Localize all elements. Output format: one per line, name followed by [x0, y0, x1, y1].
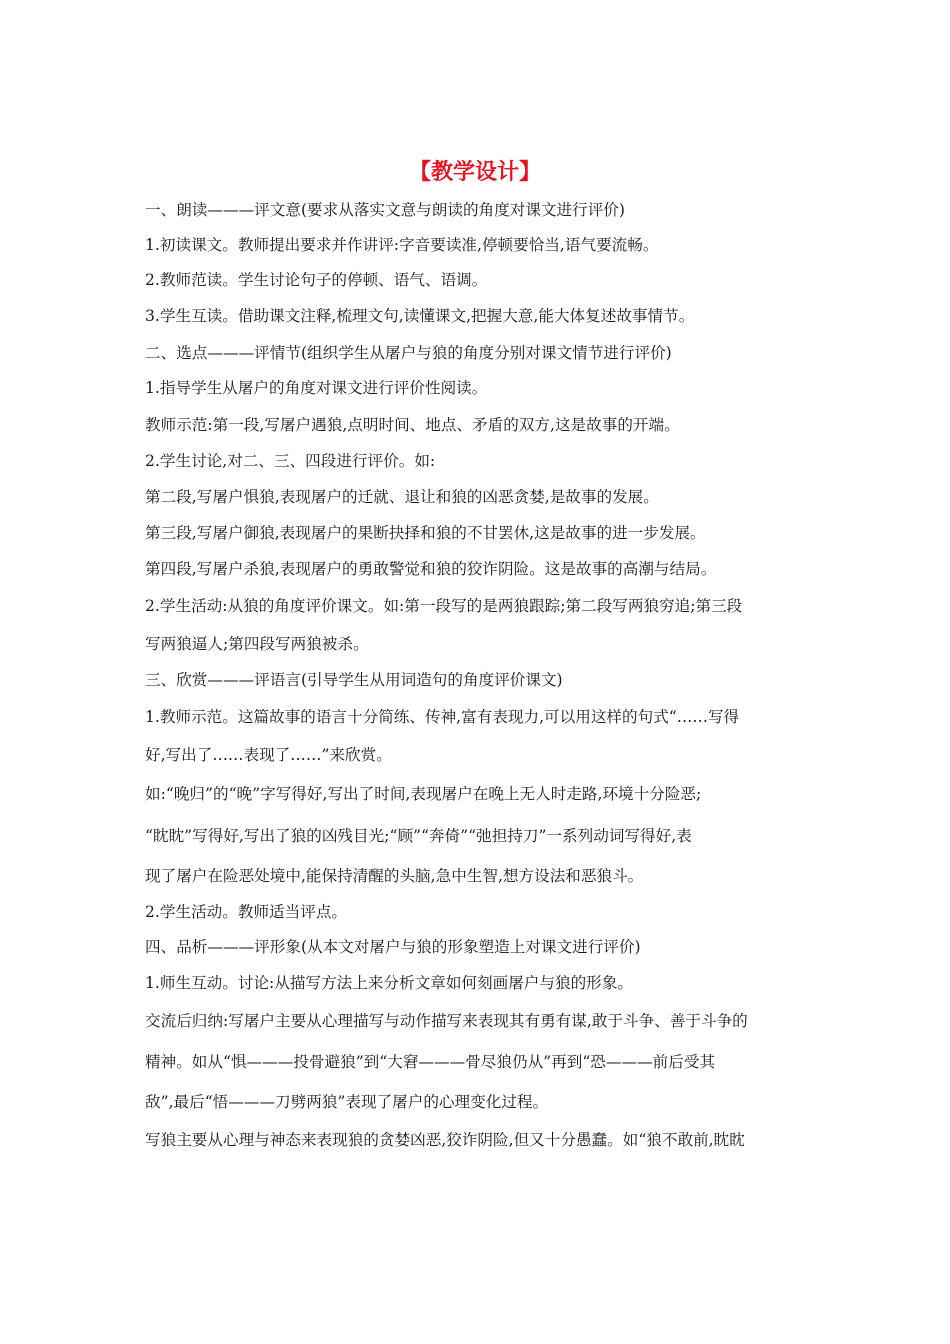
paragraph-line: 1.教师示范。这篇故事的语言十分简练、传神,富有表现力,可以用这样的句式“……写得: [145, 708, 740, 726]
paragraph-line: 1.指导学生从屠户的角度对课文进行评价性阅读。: [145, 379, 488, 397]
paragraph-line: 第四段,写屠户杀狼,表现屠户的勇敢警觉和狼的狡诈阴险。这是故事的高潮与结局。: [145, 560, 717, 578]
paragraph-line: 好,写出了……表现了……”来欣赏。: [145, 746, 392, 764]
paragraph-line: 现了屠户在险恶处境中,能保持清醒的头脑,急中生智,想方设法和恶狼斗。: [145, 867, 644, 885]
paragraph-line: 教师示范:第一段,写屠户遇狼,点明时间、地点、矛盾的双方,这是故事的开端。: [145, 416, 680, 434]
section-heading-3: 三、欣赏———评语言(引导学生从用词造句的角度评价课文): [145, 671, 563, 689]
page-title: 【教学设计】: [408, 160, 541, 185]
paragraph-line: 3.学生互读。借助课文注释,梳理文句,读懂课文,把握大意,能大体复述故事情节。: [145, 307, 695, 325]
section-heading-2: 二、选点———评情节(组织学生从屠户与狼的角度分别对课文情节进行评价): [145, 344, 672, 362]
paragraph-line: 交流后归纳:写屠户主要从心理描写与动作描写来表现其有勇有谋,敢于斗争、善于斗争的: [145, 1012, 748, 1030]
section-heading-4: 四、品析———评形象(从本文对屠户与狼的形象塑造上对课文进行评价): [145, 938, 641, 956]
paragraph-line: 第二段,写屠户惧狼,表现屠户的迁就、退让和狼的凶恶贪婪,是故事的发展。: [145, 488, 659, 506]
paragraph-line: 写两狼逼人;第四段写两狼被杀。: [145, 635, 369, 653]
paragraph-line: 敌”,最后“悟———刀劈两狼”表现了屠户的心理变化过程。: [145, 1093, 549, 1111]
paragraph-line: 精神。如从“惧———投骨避狼”到“大窘———骨尽狼仍从”再到“恐———前后受其: [145, 1053, 716, 1071]
paragraph-line: 写狼主要从心理与神态来表现狼的贪婪凶恶,狡诈阴险,但又十分愚蠢。如“狼不敢前,眈眈: [145, 1131, 745, 1149]
paragraph-line: 1.师生互动。讨论:从描写方法上来分析文章如何刻画屠户与狼的形象。: [145, 974, 633, 992]
paragraph-line: 如:“晚归”的“晚”字写得好,写出了时间,表现屠户在晚上无人时走路,环境十分险恶;: [145, 785, 702, 803]
paragraph-line: 2.教师范读。学生讨论句子的停顿、语气、语调。: [145, 271, 488, 289]
paragraph-line: 2.学生讨论,对二、三、四段进行评价。如:: [145, 452, 436, 470]
paragraph-line: 2.学生活动:从狼的角度评价课文。如:第一段写的是两狼跟踪;第二段写两狼穷追;第三段: [145, 597, 743, 615]
paragraph-line: 1.初读课文。教师提出要求并作讲评:字音要读准,停顿要恰当,语气要流畅。: [145, 236, 659, 254]
section-heading-1: 一、朗读———评文意(要求从落实文意与朗读的角度对课文进行评价): [145, 201, 625, 219]
paragraph-line: 第三段,写屠户御狼,表现屠户的果断抉择和狼的不甘罢休,这是故事的进一步发展。: [145, 524, 706, 542]
paragraph-line: 2.学生活动。教师适当评点。: [145, 903, 348, 921]
paragraph-line: “眈眈”写得好,写出了狼的凶残目光;“顾”“奔倚”“弛担持刀”一系列动词写得好,表: [145, 827, 692, 845]
